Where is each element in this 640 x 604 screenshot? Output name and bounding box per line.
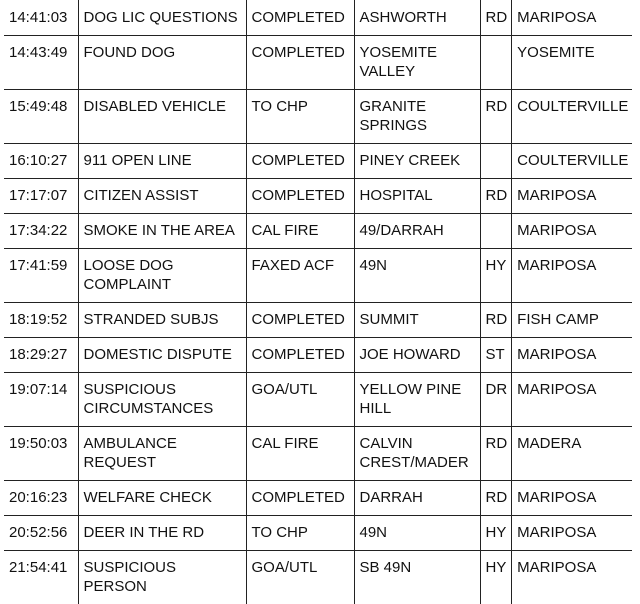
table-row xyxy=(4,551,632,604)
time-cell: 17:41:59 xyxy=(4,249,78,303)
time-cell: 20:52:56 xyxy=(4,516,78,551)
street-cell: DARRAH xyxy=(354,481,480,516)
city-cell: MARIPOSA xyxy=(512,179,633,214)
city-cell: COULTERVILLE xyxy=(512,90,633,144)
call-log-body xyxy=(4,0,632,604)
street-suffix-cell: DR xyxy=(480,373,512,427)
disposition-cell: FAXED ACF xyxy=(246,249,354,303)
call-type-cell: DISABLED VEHICLE xyxy=(78,90,246,144)
call-log-table xyxy=(4,0,632,604)
street-cell: GRANITE SPRINGS xyxy=(354,90,480,144)
city-cell: COULTERVILLE xyxy=(512,144,633,179)
table-row xyxy=(4,303,632,338)
city-cell: MARIPOSA xyxy=(512,338,633,373)
street-cell: PINEY CREEK xyxy=(354,144,480,179)
street-suffix-cell: HY xyxy=(480,516,512,551)
table-row xyxy=(4,516,632,551)
disposition-cell: COMPLETED xyxy=(246,36,354,90)
time-cell: 19:07:14 xyxy=(4,373,78,427)
table-row xyxy=(4,481,632,516)
street-cell: 49N xyxy=(354,516,480,551)
call-type-cell: DOMESTIC DISPUTE xyxy=(78,338,246,373)
table-row xyxy=(4,0,632,36)
disposition-cell: COMPLETED xyxy=(246,144,354,179)
street-suffix-cell: RD xyxy=(480,0,512,36)
city-cell: MARIPOSA xyxy=(512,481,633,516)
call-type-cell: 911 OPEN LINE xyxy=(78,144,246,179)
city-cell: MARIPOSA xyxy=(512,214,633,249)
city-cell: MARIPOSA xyxy=(512,249,633,303)
city-cell: MARIPOSA xyxy=(512,0,633,36)
table-row xyxy=(4,427,632,481)
call-type-cell: SMOKE IN THE AREA xyxy=(78,214,246,249)
city-cell: MARIPOSA xyxy=(512,516,633,551)
call-type-cell: CITIZEN ASSIST xyxy=(78,179,246,214)
disposition-cell: GOA/UTL xyxy=(246,373,354,427)
call-type-cell: SUSPICIOUS PERSON xyxy=(78,551,246,604)
time-cell: 16:10:27 xyxy=(4,144,78,179)
time-cell: 18:19:52 xyxy=(4,303,78,338)
disposition-cell: GOA/UTL xyxy=(246,551,354,604)
time-cell: 17:34:22 xyxy=(4,214,78,249)
call-type-cell: DOG LIC QUESTIONS xyxy=(78,0,246,36)
disposition-cell: COMPLETED xyxy=(246,0,354,36)
call-type-cell: SUSPICIOUS CIRCUMSTANCES xyxy=(78,373,246,427)
street-cell: SUMMIT xyxy=(354,303,480,338)
time-cell: 14:41:03 xyxy=(4,0,78,36)
time-cell: 19:50:03 xyxy=(4,427,78,481)
street-cell: YOSEMITE VALLEY xyxy=(354,36,480,90)
city-cell: MARIPOSA xyxy=(512,551,633,604)
call-type-cell: FOUND DOG xyxy=(78,36,246,90)
street-suffix-cell xyxy=(480,214,512,249)
street-suffix-cell: RD xyxy=(480,179,512,214)
street-cell: 49N xyxy=(354,249,480,303)
time-cell: 20:16:23 xyxy=(4,481,78,516)
city-cell: MADERA xyxy=(512,427,633,481)
street-suffix-cell: RD xyxy=(480,90,512,144)
table-row xyxy=(4,338,632,373)
disposition-cell: COMPLETED xyxy=(246,338,354,373)
disposition-cell: COMPLETED xyxy=(246,481,354,516)
street-suffix-cell: RD xyxy=(480,427,512,481)
street-cell: ASHWORTH xyxy=(354,0,480,36)
time-cell: 15:49:48 xyxy=(4,90,78,144)
street-suffix-cell: RD xyxy=(480,481,512,516)
street-cell: 49/DARRAH xyxy=(354,214,480,249)
street-cell: JOE HOWARD xyxy=(354,338,480,373)
time-cell: 21:54:41 xyxy=(4,551,78,604)
disposition-cell: TO CHP xyxy=(246,516,354,551)
table-row xyxy=(4,214,632,249)
table-row xyxy=(4,90,632,144)
table-row xyxy=(4,373,632,427)
street-suffix-cell: ST xyxy=(480,338,512,373)
table-row xyxy=(4,36,632,90)
call-type-cell: WELFARE CHECK xyxy=(78,481,246,516)
time-cell: 14:43:49 xyxy=(4,36,78,90)
street-cell: SB 49N xyxy=(354,551,480,604)
city-cell: FISH CAMP xyxy=(512,303,633,338)
street-cell: YELLOW PINE HILL xyxy=(354,373,480,427)
street-suffix-cell: HY xyxy=(480,249,512,303)
table-row xyxy=(4,179,632,214)
street-cell: CALVIN CREST/MADER xyxy=(354,427,480,481)
disposition-cell: CAL FIRE xyxy=(246,427,354,481)
call-type-cell: STRANDED SUBJS xyxy=(78,303,246,338)
table-row xyxy=(4,144,632,179)
time-cell: 18:29:27 xyxy=(4,338,78,373)
call-type-cell: AMBULANCE REQUEST xyxy=(78,427,246,481)
call-type-cell: LOOSE DOG COMPLAINT xyxy=(78,249,246,303)
city-cell: MARIPOSA xyxy=(512,373,633,427)
disposition-cell: TO CHP xyxy=(246,90,354,144)
street-suffix-cell xyxy=(480,36,512,90)
disposition-cell: COMPLETED xyxy=(246,303,354,338)
disposition-cell: CAL FIRE xyxy=(246,214,354,249)
street-cell: HOSPITAL xyxy=(354,179,480,214)
call-type-cell: DEER IN THE RD xyxy=(78,516,246,551)
street-suffix-cell: RD xyxy=(480,303,512,338)
street-suffix-cell xyxy=(480,144,512,179)
disposition-cell: COMPLETED xyxy=(246,179,354,214)
time-cell: 17:17:07 xyxy=(4,179,78,214)
city-cell: YOSEMITE xyxy=(512,36,633,90)
table-row xyxy=(4,249,632,303)
street-suffix-cell: HY xyxy=(480,551,512,604)
